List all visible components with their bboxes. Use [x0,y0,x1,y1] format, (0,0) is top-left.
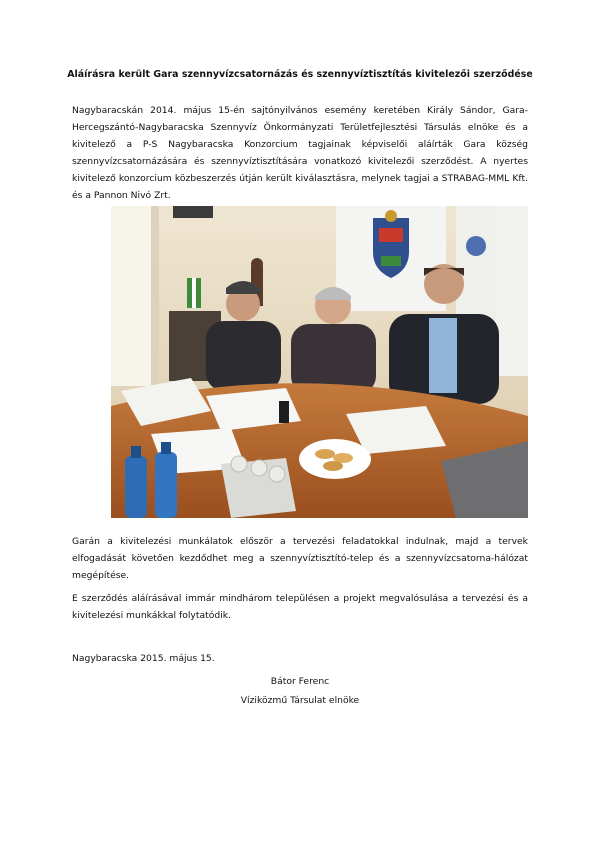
signing-photo [111,206,528,518]
signatory-role: Víziközmű Társulat elnöke [240,695,360,706]
continuation-paragraph: E szerződés aláírásával immár mindhárom településen a projekt megvalósulása a tervezési és a kivitelezési munkákkal folytatódik. [72,593,528,621]
date-line: Nagybaracska 2015. május 15. [72,653,215,664]
signatory-name: Bátor Ferenc [270,676,330,687]
intro-paragraph: Nagybaracskán 2014. május 15-én sajtónyilvános esemény keretében Király Sándor, Gara-Hercegszántó-Nagybaracska Szennyvíz Önkormányzati Területfejlesztési Társulás elnöke és a kivitelező a P-S Nagybaracska Konzorcium tagjainak képviselői aláírták Gara község szennyvízcsatornázására és szennyvíztisztítására vonatkozó kivitelezői szerződést. A nyertes kivitelező konzorcium közbeszerzés útján került kiválasztásra, melynek tagjai a STRABAG-MML Kft. és a Pannon Nivó Zrt. [72,105,528,201]
works-paragraph: Garán a kivitelezési munkálatok először a tervezési feladatokkal indulnak, majd a tervek elfogadását követően kezdődhet meg a szennyvíztisztító-telep és a szennyvízcsatorna-hálózat megépítése. [72,536,528,581]
page-title: Aláírásra került Gara szennyvízcsatornázás és szennyvíztisztítás kivitelezői szerződése [67,69,533,80]
signing-ceremony-image [111,206,528,518]
